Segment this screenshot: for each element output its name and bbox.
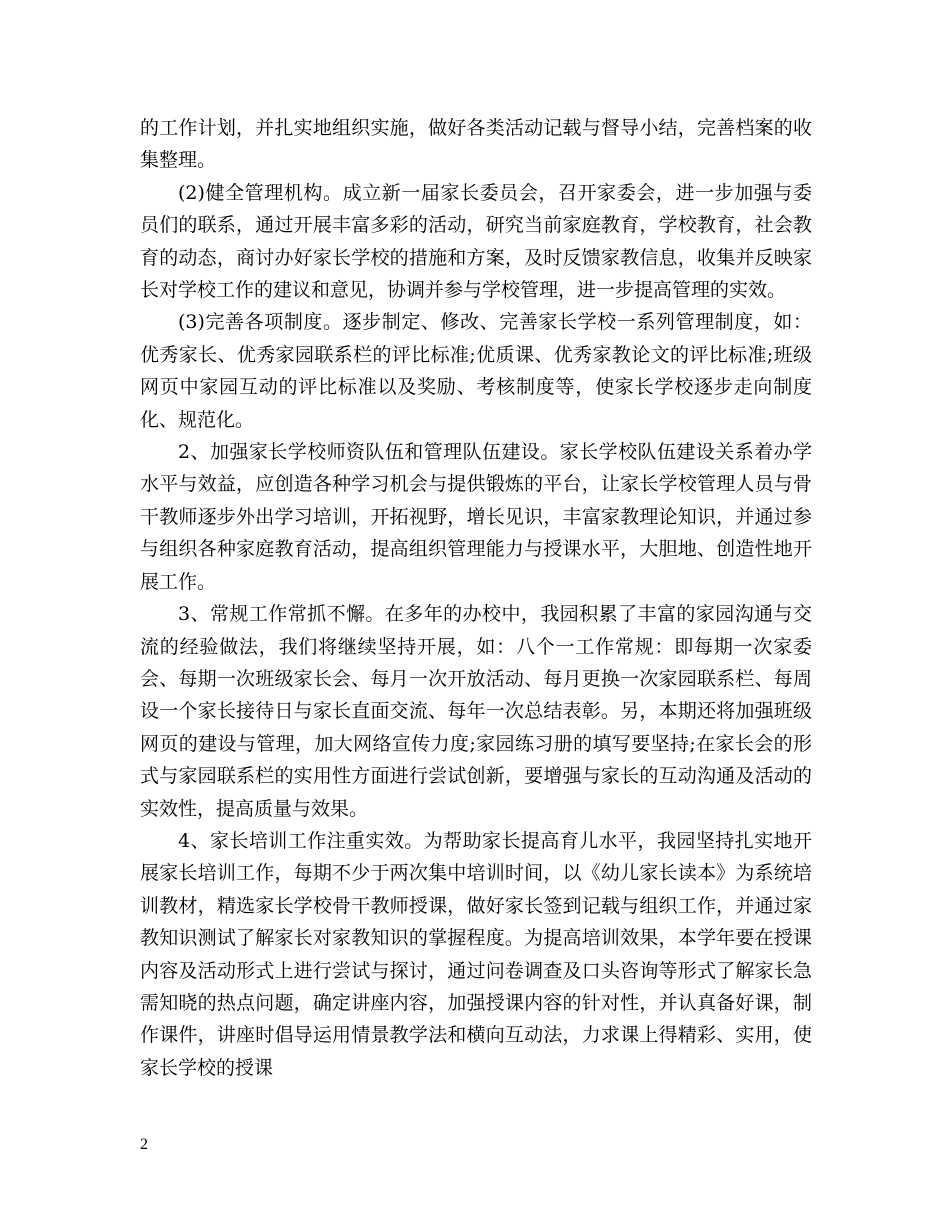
paragraph-3: (3)完善各项制度。逐步制定、修改、完善家长学校一系列管理制度，如：优秀家长、优秀家园联系栏的评比标准;优质课、优秀家教论文的评比标准;班级网页中家园互动的评比标准以及奖励、考核制度等，使家长学校逐步走向制度化、规范化。 bbox=[140, 311, 812, 431]
paragraph-4: 2、加强家长学校师资队伍和管理队伍建设。家长学校队伍建设关系着办学水平与效益，应创造各种学习机会与提供锻炼的平台，让家长学校管理人员与骨干教师逐步外出学习培训，开拓视野，增长见识，丰富家教理论知识，并通过参与组织各种家庭教育活动，提高组织管理能力与授课水平，大胆地、创造性地开展工作。 bbox=[140, 441, 812, 593]
document-body bbox=[140, 112, 812, 1084]
paragraph-1: 的工作计划，并扎实地组织实施，做好各类活动记载与督导小结，完善档案的收集整理。 bbox=[140, 117, 812, 172]
paragraph-5: 3、常规工作常抓不懈。在多年的办校中，我园积累了丰富的家园沟通与交流的经验做法，我们将继续坚持开展，如：八个一工作常规：即每期一次家委会、每期一次班级家长会、每月一次开放活动、每月更换一次家园联系栏、每周设一个家长接待日与家长直面交流、每年一次总结表彰。另，本期还将加强班级网页的建设与管理，加大网络宣传力度;家园练习册的填写要坚持;在家长会的形式与家园联系栏的实用性方面进行尝试创新，要增强与家长的互动沟通及活动的实效性，提高质量与效果。 bbox=[140, 603, 812, 820]
page-number: 2 bbox=[140, 1136, 148, 1153]
paragraph-6: 4、家长培训工作注重实效。为帮助家长提高育儿水平，我园坚持扎实地开展家长培训工作，每期不少于两次集中培训时间，以《幼儿家长读本》为系统培训教材，精选家长学校骨干教师授课，做好家长签到记载与组织工作，并通过家教知识测试了解家长对家教知识的掌握程度。为提高培训效果，本学年要在授课内容及活动形式上进行尝试与探讨，通过问卷调查及口头咨询等形式了解家长急需知晓的热点问题，确定讲座内容，加强授课内容的针对性，并认真备好课，制作课件，讲座时倡导运用情景教学法和横向互动法，力求课上得精彩、实用，使家长学校的授课 bbox=[140, 829, 812, 1079]
paragraph-2: (2)健全管理机构。成立新一届家长委员会，召开家委会，进一步加强与委员们的联系，通过开展丰富多彩的活动，研究当前家庭教育，学校教育，社会教育的动态，商讨办好家长学校的措施和方案，及时反馈家教信息，收集并反映家长对学校工作的建议和意见，协调并参与学校管理，进一步提高管理的实效。 bbox=[140, 181, 812, 302]
